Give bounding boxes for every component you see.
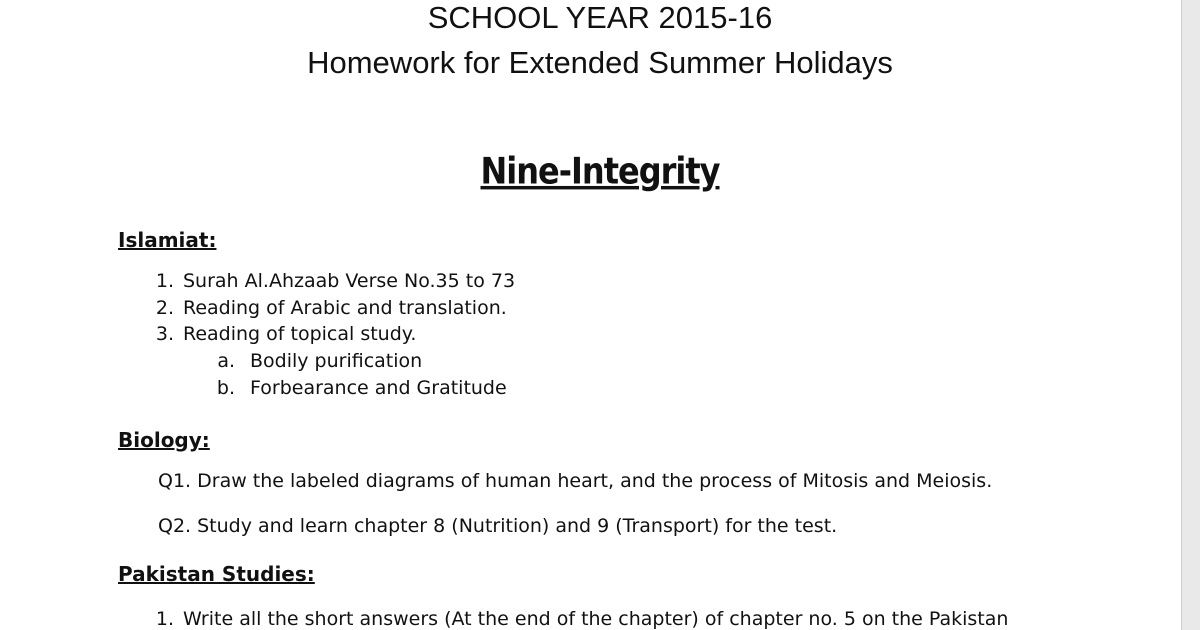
- subitem-letter: a.: [217, 350, 235, 372]
- subitem-text: Bodily purification: [250, 350, 423, 372]
- item-number: 1.: [155, 608, 174, 630]
- item-text: Reading of Arabic and translation.: [183, 297, 507, 319]
- biology-heading: Biology:: [118, 428, 210, 452]
- biology-question-2: Q2. Study and learn chapter 8 (Nutrition) and 9 (Transport) for the test.: [158, 515, 838, 537]
- item-number: 1.: [155, 270, 174, 292]
- islamiat-heading: Islamiat:: [118, 228, 217, 252]
- biology-question-1: Q1. Draw the labeled diagrams of human heart, and the process of Mitosis and Meiosis.: [158, 470, 993, 492]
- homework-heading: Homework for Extended Summer Holidays: [307, 45, 893, 80]
- subitem-letter: b.: [216, 377, 235, 399]
- page-edge: [1181, 0, 1200, 630]
- item-text: Write all the short answers (At the end of the chapter) of chapter no. 5 on the Pakistan: [183, 608, 1009, 630]
- item-text: Surah Al.Ahzaab Verse No.35 to 73: [183, 270, 516, 292]
- pakistan-studies-heading: Pakistan Studies:: [118, 562, 315, 586]
- item-number: 2.: [155, 297, 174, 319]
- class-title: Nine-Integrity: [480, 149, 720, 193]
- subitem-text: Forbearance and Gratitude: [250, 377, 507, 399]
- item-text: Reading of topical study.: [183, 323, 417, 345]
- item-number: 3.: [155, 323, 174, 345]
- school-year-heading: SCHOOL YEAR 2015-16: [427, 0, 773, 35]
